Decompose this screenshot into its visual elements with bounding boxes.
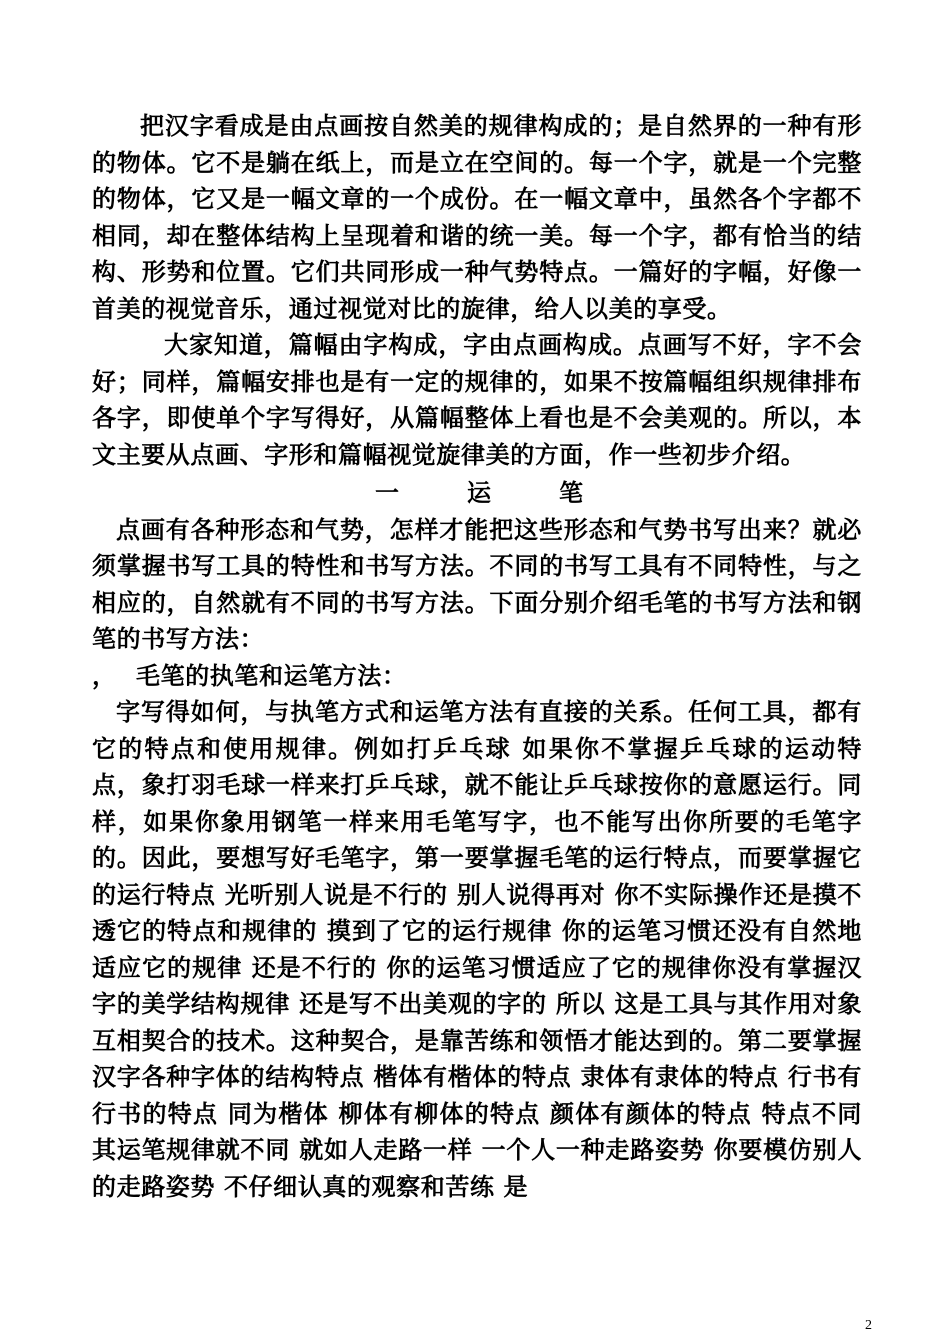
paragraph-intro-1: 把汉字看成是由点画按自然美的规律构成的；是自然界的一种有形的物体。它不是躺在纸上，而是立在空间的。每一个字，就是一个完整的物体，它又是一幅文章的一个成份。在一幅文章中，虽然各个字都不相同，却在整体结构上呈现着和谐的统一美。每一个字，都有恰当的结构、形势和位置。它们共同形成一种气势特点。一篇好的字幅，好像一首美的视觉音乐，通过视觉对比的旋律，给人以美的享受。 bbox=[92, 111, 862, 323]
section-heading-word-1: 运 bbox=[467, 478, 491, 507]
paragraph-intro-2: 大家知道，篇幅由字构成，字由点画构成。点画写不好，字不会好；同样，篇幅安排也是有一定的规律的，如果不按篇幅组织规律排布各字，即使单个字写得好，从篇幅整体上看也是不会美观的。所以，本文主要从点画、字形和篇幅视觉旋律美的方面，作一些初步介绍。 bbox=[92, 330, 862, 469]
sub-heading bbox=[92, 658, 862, 695]
document-body bbox=[92, 108, 862, 1205]
section-heading-number: 一 bbox=[375, 478, 399, 507]
paragraph-body: 字写得如何，与执笔方式和运笔方法有直接的关系。任何工具，都有它的特点和使用规律。例如打乒乓球 如果你不掌握乒乓球的运动特点，象打羽毛球一样来打乒乓球，就不能让乒乓球按你的意愿运行。同样，如果你象用钢笔一样来用毛笔写字，也不能写出你所要的毛笔字的。因此，要想写好毛笔字，第一要掌握毛笔的运行特点，而要掌握它的运行特点 光听别人说是不行的 别人说得再对 你不实际操作还是摸不透它的特点和规律的 摸到了它的运行规律 你的运笔习惯还没有自然地适应它的规律 还是不行的 你的运笔习惯适应了它的规律你没有掌握汉字的美学结构规律 还是写不出美观的字的 所以 这是工具与其作用对象互相契合的技术。这种契合，是靠苦练和领悟才能达到的。第二要掌握汉字各种字体的结构特点 楷体有楷体的特点 隶体有隶体的特点 行书有行书的特点 同为楷体 柳体有柳体的特点 颜体有颜体的特点 特点不同 其运笔规律就不同 就如人走路一样 一个人一种走路姿势 你要模仿别人的走路姿势 不仔细认真的观察和苦练 是 bbox=[92, 697, 862, 1201]
section-heading bbox=[92, 475, 862, 512]
paragraph-section-intro: 点画有各种形态和气势，怎样才能把这些形态和气势书写出来？就必须掌握书写工具的特性和书写方法。不同的书写工具有不同特性，与之相应的，自然就有不同的书写方法。下面分别介绍毛笔的书写方法和钢笔的书写方法： bbox=[92, 514, 862, 653]
section-heading-word-2: 笔 bbox=[559, 478, 583, 507]
sub-heading-text: 毛笔的执笔和运笔方法： bbox=[136, 660, 407, 690]
sub-heading-marker: ， bbox=[92, 660, 117, 690]
page-number: 2 bbox=[865, 1318, 872, 1333]
